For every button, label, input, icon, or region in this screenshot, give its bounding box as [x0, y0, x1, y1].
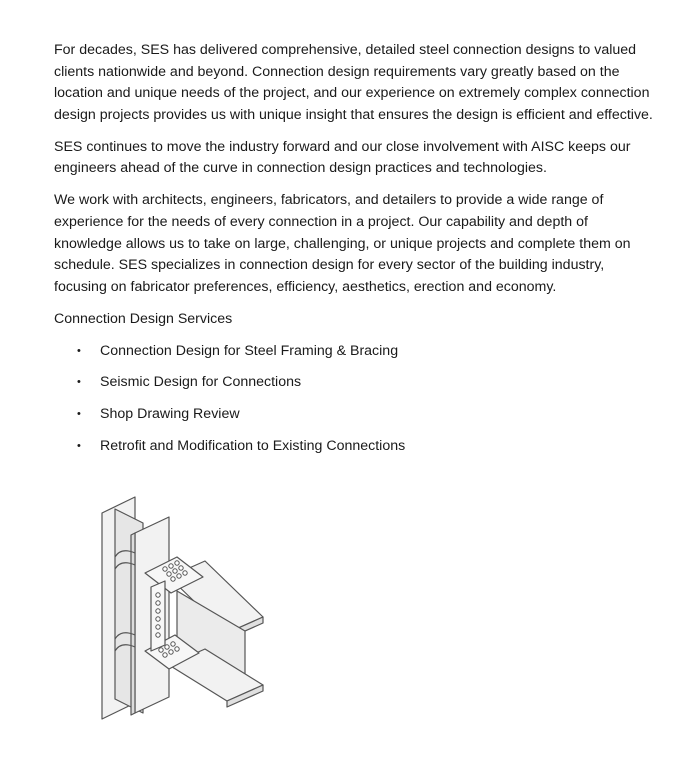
steel-connection-icon	[95, 495, 270, 725]
service-label: Seismic Design for Connections	[100, 374, 302, 391]
list-item	[54, 341, 654, 363]
bullet-icon: •	[77, 344, 81, 357]
service-label: Connection Design for Steel Framing & Bracing	[100, 342, 399, 359]
services-list	[54, 341, 654, 458]
bullet-icon: •	[77, 376, 81, 389]
list-item	[54, 404, 654, 426]
services-heading: Connection Design Services	[54, 310, 233, 327]
bullet-icon: •	[77, 440, 81, 453]
list-item	[54, 436, 654, 458]
document-body	[54, 40, 654, 468]
steel-connection-illustration	[95, 495, 270, 725]
service-label: Shop Drawing Review	[100, 406, 240, 423]
list-item	[54, 372, 654, 394]
service-label: Retrofit and Modification to Existing Connections	[100, 438, 406, 455]
intro-paragraph-2: SES continues to move the industry forward and our close involvement with AISC keeps our engineers ahead of the curve in connection design practices and technologies.	[54, 138, 631, 177]
intro-paragraph-1: For decades, SES has delivered comprehensive, detailed steel connection designs to valued clients nationwide and beyond. Connection design requirements vary greatly based on the location and unique needs of the project, and our experience on extremely complex connection design projects provides us with unique insight that ensures the design is efficient and effective.	[54, 42, 653, 123]
bullet-icon: •	[77, 408, 81, 421]
intro-paragraph-3: We work with architects, engineers, fabricators, and detailers to provide a wide range of experience for the needs of every connection in a project. Our capability and depth of knowledge allows us to take on large, challenging, or unique projects and complete them on schedule. SES specializes in connection design for every sector of the building industry, focusing on fabricator preferences, efficiency, aesthetics, erection and economy.	[54, 192, 631, 295]
